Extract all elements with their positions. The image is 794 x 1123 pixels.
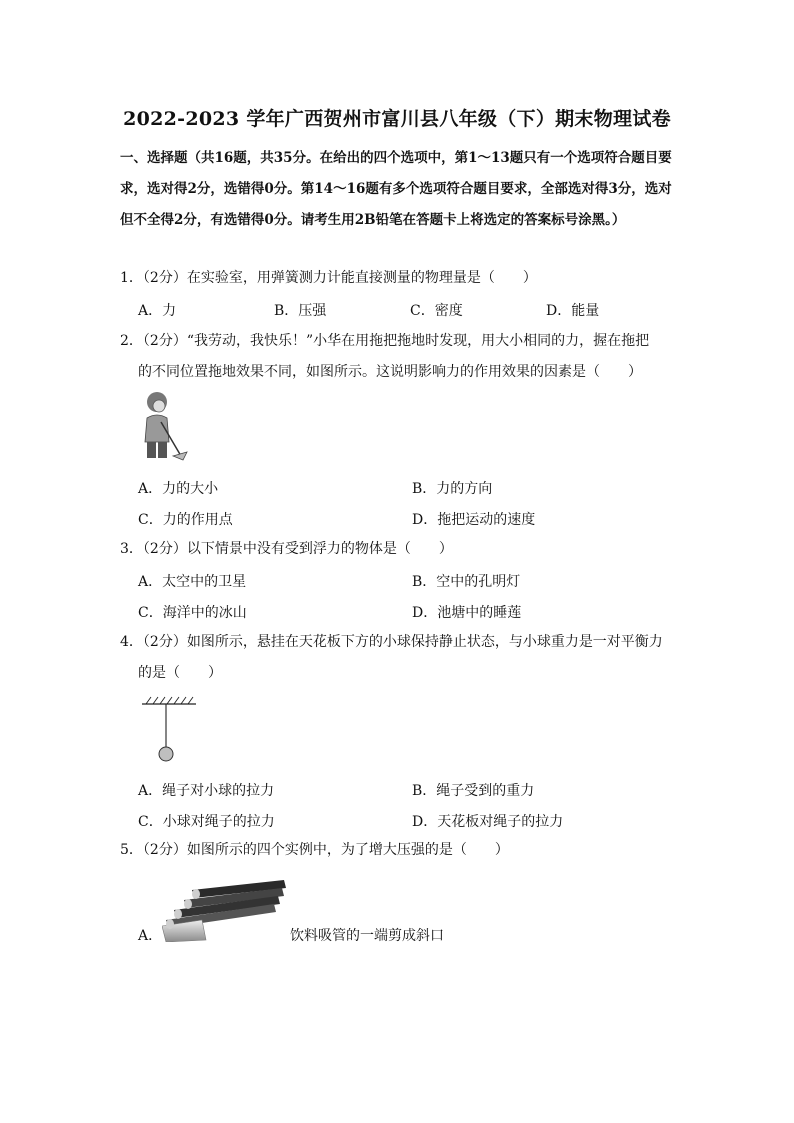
option-d[interactable]: D．能量 — [546, 303, 600, 319]
q4-option-c[interactable]: C．小球对绳子的拉力 — [138, 814, 275, 830]
q3-option-a[interactable]: A．太空中的卫星 — [138, 574, 247, 590]
q2-option-c[interactable]: C．力的作用点 — [138, 512, 233, 528]
q3-option-c[interactable]: C．海洋中的冰山 — [138, 605, 247, 621]
q3-option-d[interactable]: D．池塘中的睡莲 — [412, 605, 522, 621]
section-instructions: 一、选择题（共16题，共35分。在给出的四个选项中，第1～13题只有一个选项符合题目要求，选对得2分，选错得0分。第14～16题有多个选项符合题目要求，全部选对得3分，选对但不全得2分，有选错得0分。请考生用2B铅笔在答题卡上将选定的答案标号涂黑。） — [120, 150, 672, 228]
question-1-options — [138, 300, 682, 320]
q4-option-d[interactable]: D．天花板对绳子的拉力 — [412, 814, 564, 830]
q4-option-a[interactable]: A．绳子对小球的拉力 — [138, 783, 275, 799]
option-b[interactable]: B．压强 — [274, 303, 327, 319]
q3-option-b[interactable]: B．空中的孔明灯 — [412, 574, 521, 590]
question-3-stem: 3．（2分）以下情景中没有受到浮力的物体是（ ） — [120, 541, 453, 557]
drinking-straws-figure — [162, 876, 288, 942]
exam-title: 2022-2023 学年广西贺州市富川县八年级（下）期末物理试卷 — [123, 108, 671, 130]
option-c[interactable]: C．密度 — [410, 303, 463, 319]
option-a[interactable]: A．力 — [138, 303, 177, 319]
question-5-stem: 5．（2分）如图所示的四个实例中，为了增大压强的是（ ） — [120, 842, 509, 858]
hanging-ball-figure — [140, 694, 200, 766]
question-2-line2: 的不同位置拖地效果不同，如图所示。这说明影响力的作用效果的因素是（ ） — [138, 364, 642, 380]
question-2-line1: 2．（2分）“我劳动，我快乐！”小华在用拖把拖地时发现，用大小相同的力，握在拖把 — [120, 333, 650, 349]
question-4-line1: 4．（2分）如图所示，悬挂在天花板下方的小球保持静止状态，与小球重力是一对平衡力 — [120, 634, 663, 650]
q5-option-a[interactable]: A． — [138, 928, 163, 944]
question-4-stem — [120, 627, 676, 689]
question-1-stem: 1．（2分）在实验室，用弹簧测力计能直接测量的物理量是（ ） — [120, 270, 537, 286]
q2-option-b[interactable]: B．力的方向 — [412, 481, 493, 497]
girl-mopping-figure — [135, 390, 195, 465]
question-4-line2: 的是（ ） — [138, 665, 222, 681]
q5-option-a-caption: 饮料吸管的一端剪成斜口 — [290, 928, 444, 944]
q2-option-d[interactable]: D．拖把运动的速度 — [412, 512, 536, 528]
q4-option-b[interactable]: B．绳子受到的重力 — [412, 783, 535, 799]
question-2-stem — [120, 326, 676, 388]
q2-option-a[interactable]: A．力的大小 — [138, 481, 219, 497]
